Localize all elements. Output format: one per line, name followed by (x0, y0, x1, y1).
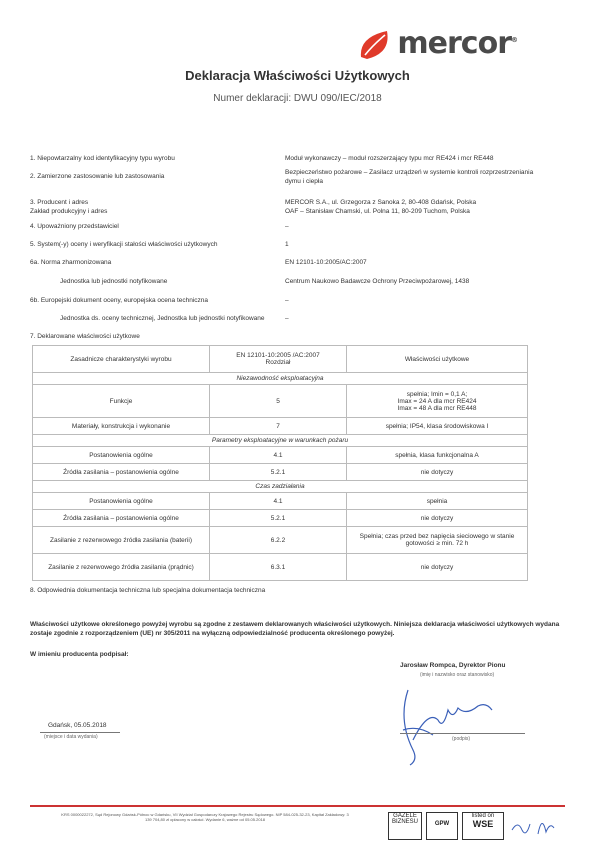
table-row (33, 493, 528, 510)
row-value: Moduł wykonawczy – moduł rozszerzający typu mcr RE424 i mcr RE448 (285, 155, 494, 162)
table-cell: Funkcje (33, 385, 210, 418)
row-value: Bezpieczeństwo pożarowe – Zasilacz urządzeń w systemie kontroli rozprzestrzeniania dymu i ciepła (285, 169, 534, 185)
table-cell: Materiały, konstrukcja i wykonanie (33, 418, 210, 435)
header-cell: EN 12101-10:2005 /AC:2007 Rozdział (210, 346, 347, 373)
row-label: 4. Upoważniony przedstawiciel (30, 223, 119, 230)
table-cell: 6.3.1 (210, 554, 347, 581)
section-heading: Niezawodność eksploatacyjna (33, 373, 528, 385)
gpw-badge (426, 812, 458, 840)
table-cell: Zasilanie z rezerwowego źródła zasilania (baterii) (33, 527, 210, 554)
section-heading: Czas zadziałania (33, 481, 528, 493)
place-date-line (40, 732, 120, 733)
table-row (33, 527, 528, 554)
signature-caption: (podpis) (452, 736, 471, 742)
table-cell: 4.1 (210, 493, 347, 510)
row-label: 7. Deklarowane właściwości użytkowe (30, 333, 140, 340)
footer-company-info: KRS 0000022272, Sąd Rejonowy Gdańsk-Północ w Gdańsku, VII Wydział Gospodarczy Krajowego Rejestru Sądowego. NIP 584-025-32-23, Kapitał Zakładowy: 3 139 704,80 zł opłacony w całości. Wydanie 6, ważne od 05.05.2018 (61, 812, 349, 822)
row-label: 1. Niepowtarzalny kod identyfikacyjny typu wyrobu (30, 155, 175, 162)
table-row (33, 464, 528, 481)
signer-name: Jarosław Rompca, Dyrektor Pionu (400, 662, 506, 669)
table-row (33, 510, 528, 527)
row-label: 2. Zamierzone zastosowanie lub zastosowania (30, 173, 165, 180)
table-cell: Źródła zasilania – postanowienia ogólne (33, 510, 210, 527)
table-cell: 5.2.1 (210, 464, 347, 481)
header-cell: Właściwości użytkowe (347, 346, 528, 373)
initials-mark (508, 810, 558, 845)
table-cell: 5 (210, 385, 347, 418)
table-cell: nie dotyczy (347, 464, 528, 481)
logo-leaf-icon (357, 27, 393, 61)
header-cell: Zasadnicze charakterystyki wyrobu (33, 346, 210, 373)
wse-badge (462, 812, 504, 840)
table-row (33, 554, 528, 581)
row-value: MERCOR S.A., ul. Grzegorza z Sanoka 2, 80-408 Gdańsk, Polska OAF – Stanisław Chamski, ul. Polna 11, 80-209 Tuchom, Polska (285, 199, 477, 215)
company-logo (357, 26, 517, 61)
table-cell: 6.2.2 (210, 527, 347, 554)
row-value: – (285, 297, 289, 304)
table-cell: Spełnia; czas przed bez napięcia sieciowego w stanie gotowości ≥ min. 72 h (347, 527, 528, 554)
table-cell: nie dotyczy (347, 554, 528, 581)
place-date: Gdańsk, 05.05.2018 (48, 722, 107, 729)
signature-image (388, 680, 498, 775)
section-8-label: 8. Odpowiednia dokumentacja techniczna lub specjalna dokumentacja techniczna (30, 587, 266, 594)
badge-line: GPW (434, 821, 450, 827)
document-title: Deklaracja Właściwości Użytkowych (185, 68, 410, 83)
table-cell: spełnia; IP54, klasa środowiskowa I (347, 418, 528, 435)
table-cell: Postanowienia ogólne (33, 493, 210, 510)
gazele-badge (388, 812, 422, 840)
footer-divider (30, 805, 565, 807)
declaration-statement: Właściwości użytkowe określonego powyżej wyrobu są zgodne z zestawem deklarowanych właściwości użytkowych. Niniejsza deklaracja właściwości użytkowych wydana zostaje zgodnie z rozporządzeniem (UE) nr 305/2011 na wyłączną odpowiedzialność producenta określonego powyżej. (30, 621, 560, 637)
table-row (33, 447, 528, 464)
table-row (33, 385, 528, 418)
row-label: 3. Producent i adres Zakład produkcyjny i adres (30, 199, 108, 215)
row-value: Centrum Naukowo Badawcze Ochrony Przeciwpożarowej, 1438 (285, 278, 470, 285)
table-cell: Postanowienia ogólne (33, 447, 210, 464)
badge-line: WSE (472, 819, 494, 829)
on-behalf-label: W imieniu producenta podpisał: (30, 651, 129, 658)
row-label: 6a. Norma zharmonizowana (30, 259, 112, 266)
performance-table (32, 345, 528, 581)
table-row (33, 418, 528, 435)
row-value: – (285, 315, 289, 322)
table-cell: 5.2.1 (210, 510, 347, 527)
row-label: 5. System(-y) oceny i weryfikacji stałości właściwości użytkowych (30, 241, 218, 248)
badge-line: BIZNESU (391, 819, 418, 825)
table-header-row (33, 346, 528, 373)
table-cell: spełnia (347, 493, 528, 510)
signer-role-caption: (imię i nazwisko oraz stanowisko) (420, 672, 495, 678)
badge-line: listed on (471, 813, 495, 819)
table-cell: spełnia, klasa funkcjonalna A (347, 447, 528, 464)
section-heading: Parametry eksploatacyjne w warunkach pożaru (33, 435, 528, 447)
table-cell: nie dotyczy (347, 510, 528, 527)
table-cell: Zasilanie z rezerwowego źródła zasilania (prądnic) (33, 554, 210, 581)
row-label: 6b. Europejski dokument oceny, europejska ocena techniczna (30, 297, 209, 304)
row-value: – (285, 223, 289, 230)
row-value: 1 (285, 241, 289, 248)
table-cell: Źródła zasilania – postanowienia ogólne (33, 464, 210, 481)
logo-wordmark: mercor® (397, 26, 517, 61)
row-label: Jednostka ds. oceny technicznej, Jednostka lub jednostki notyfikowane (60, 315, 265, 322)
table-cell: 4.1 (210, 447, 347, 464)
table-cell: 7 (210, 418, 347, 435)
badge-line: GAZELE (393, 813, 417, 819)
declaration-number: Numer deklaracji: DWU 090/IEC/2018 (213, 93, 382, 104)
row-value: EN 12101-10:2005/AC:2007 (285, 259, 367, 266)
table-cell: spełnia; Imin = 0,1 A; Imax = 24 A dla mcr RE424 Imax = 48 A dla mcr RE448 (347, 385, 528, 418)
place-date-caption: (miejsce i data wydania) (44, 734, 98, 740)
row-label: Jednostka lub jednostki notyfikowane (60, 278, 168, 285)
signature-line (400, 733, 525, 734)
